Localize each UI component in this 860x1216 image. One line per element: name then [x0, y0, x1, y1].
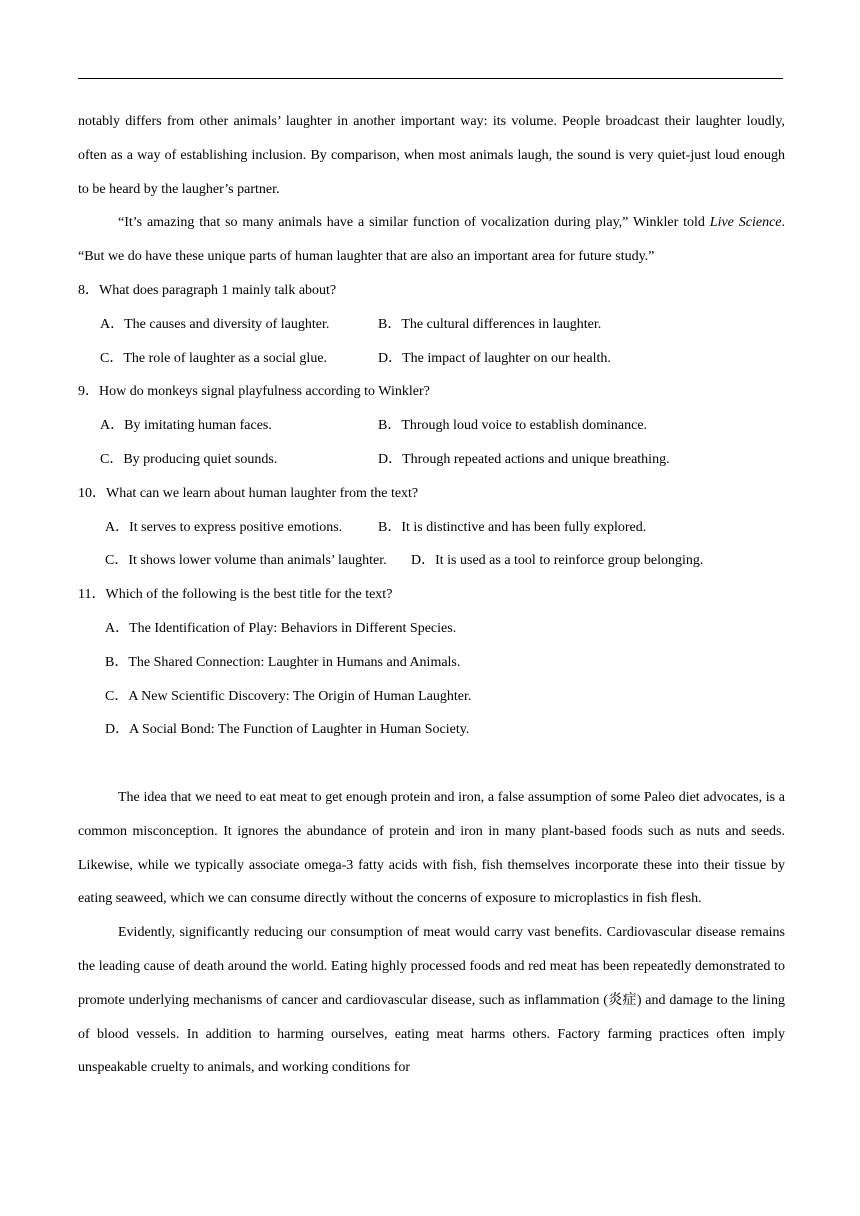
quote-source-italic: Live Science: [709, 215, 782, 231]
document-body: [78, 105, 785, 1085]
quote-text-b: . “But we do have these unique parts of human laughter that are also an important area for future study.”: [78, 215, 785, 265]
question-9-row-2: [78, 443, 785, 477]
question-11-row-b: [78, 646, 785, 680]
question-11-row-d: [78, 713, 785, 747]
question-8-option-a: A．The causes and diversity of laughter.: [100, 316, 330, 332]
question-8-option-d: D．The impact of laughter on our health.: [378, 350, 611, 366]
question-9-row-1: [78, 409, 785, 443]
question-10-row-2: [78, 544, 785, 578]
question-8-row-1: [78, 308, 785, 342]
question-10-option-a: A．It serves to express positive emotions.: [105, 519, 343, 535]
passage2-paragraph-2: Evidently, significantly reducing our consumption of meat would carry vast benefits. Cardiovascular disease remains the leading cause of death around the world. Eating highly processed foods and red meat has been repeatedly demonstrated to promote underlying mechanisms of cancer and cardiovascular disease, such as inflammation (炎症) and damage to the lining of blood vessels. In addition to harming ourselves, eating meat harms others. Factory farming practices often imply unspeakable cruelty to animals, and working conditions for: [78, 925, 785, 1076]
question-10-option-b: B．It is distinctive and has been fully explored.: [378, 519, 647, 535]
question-8-option-c: C．The role of laughter as a social glue.: [100, 350, 328, 366]
passage2-paragraph-1: The idea that we need to eat meat to get enough protein and iron, a false assumption of some Paleo diet advocates, is a common misconception. It ignores the abundance of protein and iron in many plant-based foods such as nuts and seeds. Likewise, while we typically associate omega-3 fatty acids with fish, fish themselves incorporate these into their tissue by eating seaweed, which we can consume directly without the concerns of exposure to microplastics in fish flesh.: [78, 789, 785, 907]
question-11-stem: 11．Which of the following is the best title for the text?: [78, 587, 393, 603]
question-11-option-c: C．A New Scientific Discovery: The Origin of Human Laughter.: [105, 688, 472, 704]
question-9-stem: 9．How do monkeys signal playfulness according to Winkler?: [78, 384, 430, 400]
question-10-option-d: D．It is used as a tool to reinforce group belonging.: [411, 553, 704, 569]
question-9-option-c: C．By producing quiet sounds.: [100, 451, 278, 467]
question-11-row-c: [78, 680, 785, 714]
question-11-option-a: A．The Identification of Play: Behaviors in Different Species.: [105, 620, 457, 636]
passage1-quote-paragraph: [78, 206, 785, 274]
passage1-paragraph-end: notably differs from other animals’ laughter in another important way: its volume. People broadcast their laughter loudly, often as a way of establishing inclusion. By comparison, when most animals laugh, the sound is very quiet-just loud enough to be heard by the laugher’s partner.: [78, 114, 785, 197]
question-11-option-b: B．The Shared Connection: Laughter in Humans and Animals.: [105, 654, 461, 670]
question-10-row-1: [78, 511, 785, 545]
question-11-row-a: [78, 612, 785, 646]
question-9-option-d: D．Through repeated actions and unique breathing.: [378, 451, 670, 467]
section-gap: [78, 747, 785, 781]
header-rule: [78, 78, 783, 79]
question-10-option-c: C．It shows lower volume than animals’ laughter.: [105, 553, 387, 569]
question-8-stem: 8．What does paragraph 1 mainly talk about?: [78, 282, 337, 298]
question-9-option-a: A．By imitating human faces.: [100, 418, 272, 434]
question-11-option-d: D．A Social Bond: The Function of Laughter in Human Society.: [105, 722, 470, 738]
quote-text-a: “It’s amazing that so many animals have a similar function of vocalization during play,” Winkler told: [118, 215, 710, 231]
question-8-option-b: B．The cultural differences in laughter.: [378, 316, 602, 332]
question-8-row-2: [78, 342, 785, 376]
question-10-stem: 10．What can we learn about human laughter from the text?: [78, 485, 419, 501]
question-9-option-b: B．Through loud voice to establish dominance.: [378, 418, 648, 434]
